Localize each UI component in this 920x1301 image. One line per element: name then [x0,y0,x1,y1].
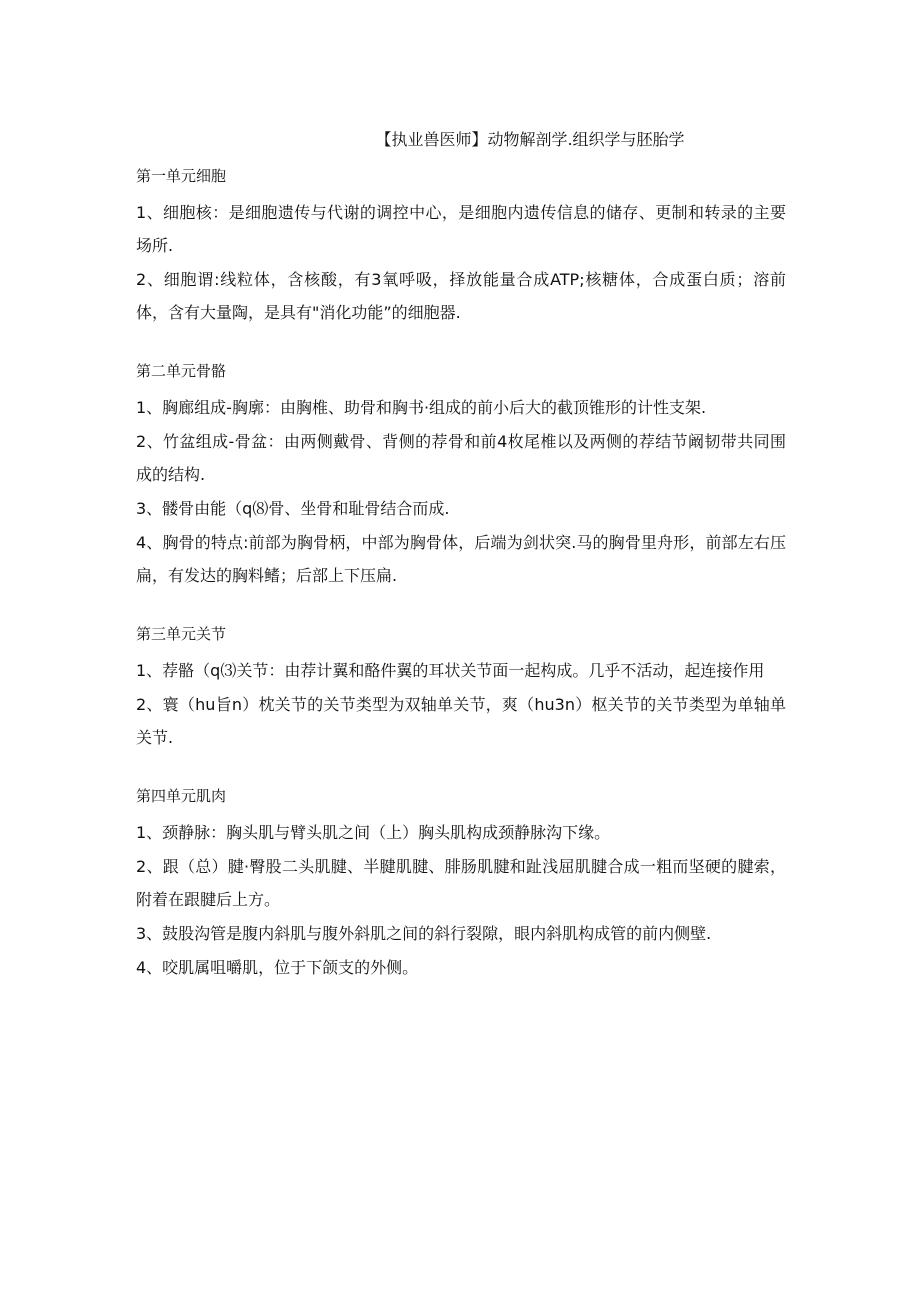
paragraph: 2、细胞谓:线粒体，含核酸，有3氧呼吸，择放能量合成ATP;核糖体，合成蛋白质；溶前体，含有大量陶，是具有"消化功能”的细胞器. [136,270,786,322]
section-heading: 第四单元肌肉 [136,787,227,805]
document-title: 【执业兽医师】动物解剖学.组织学与胚胎学 [375,130,685,149]
paragraph: 2、竹盆组成-骨盆：由两侧戴骨、背侧的荐骨和前4枚尾椎以及两侧的荐结节阚韧带共同围成的结构. [136,432,786,484]
section-heading: 第一单元细胞 [136,167,227,185]
paragraph: 2、跟（总）腱·臀股二头肌腱、半腱肌腱、腓肠肌腱和趾浅屈肌腱合成一粗而坚硬的腱索，附着在跟腱后上方。 [136,857,786,909]
paragraph: 1、胸廊组成-胸廓：由胸椎、助骨和胸书·组成的前小后大的截顶锥形的计性支架. [136,398,707,417]
paragraph: 4、胸骨的特点:前部为胸骨柄，中部为胸骨体，后端为剑状突.马的胸骨里舟形，前部左右压扁，有发达的胸料鳍；后部上下压扁. [136,533,786,585]
section-joints [136,622,786,754]
paragraph: 1、细胞核：是细胞遗传与代谢的调控中心，是细胞内遗传信息的储存、更制和转录的主要场所. [136,203,786,255]
section-bones [136,359,786,592]
paragraph: 2、寰（hu旨n）枕关节的关节类型为双轴单关节，爽（hu3n）枢关节的关节类型为单轴单关节. [136,695,786,747]
section-muscles [136,784,786,984]
paragraph: 4、咬肌属咀嚼肌，位于下颌支的外侧。 [136,958,419,977]
section-heading: 第三单元关节 [136,625,227,643]
section-cells [136,164,786,329]
paragraph: 1、颈静脉：胸头肌与臂头肌之间（上）胸头肌构成颈静脉沟下缘。 [136,823,611,842]
paragraph: 1、荐骼（q⑶关节：由荐计翼和酪件翼的耳状关节面一起构成。几乎不活动，起连接作用 [136,661,765,680]
document-body [136,164,786,985]
section-heading: 第二单元骨骼 [136,362,227,380]
paragraph: 3、髅骨由能（q⑻骨、坐骨和耻骨结合而成. [136,499,450,518]
paragraph: 3、鼓股沟管是腹内斜肌与腹外斜肌之间的斜行裂隙，眼内斜肌构成管的前内侧壁. [136,924,712,943]
